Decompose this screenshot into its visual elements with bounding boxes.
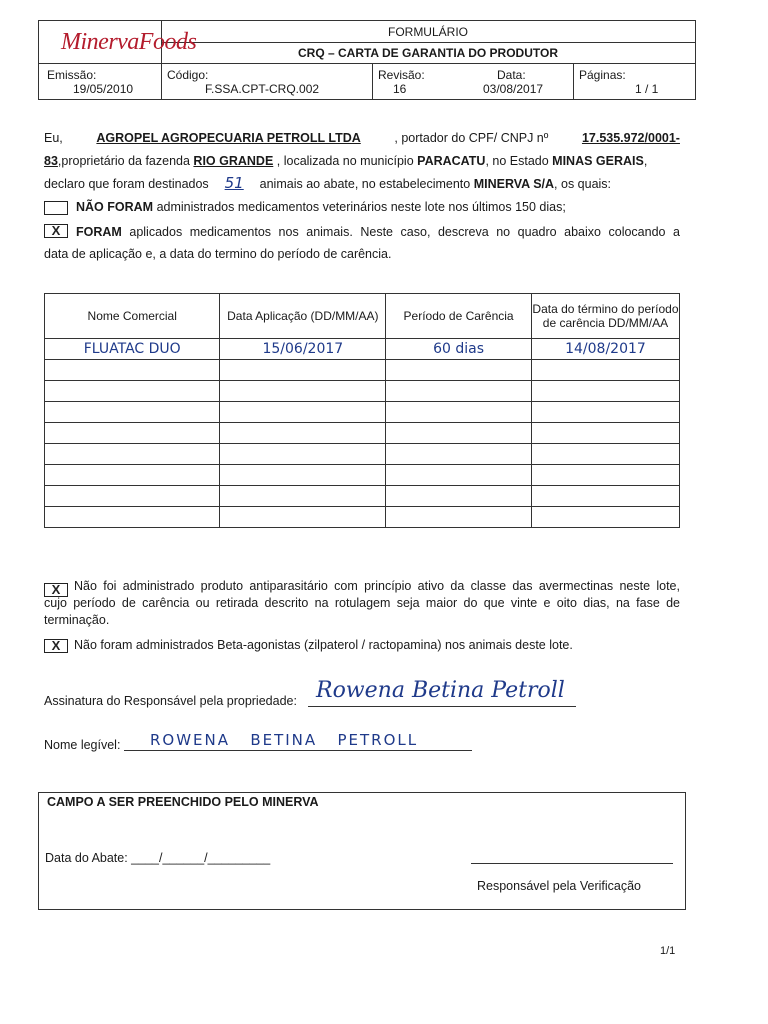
table-row [45,507,680,528]
form-title: CRQ – CARTA DE GARANTIA DO PRODUTOR [297,46,558,60]
emissao-value: 19/05/2010 [73,82,134,96]
cnpj-part-1: 17.535.972/0001- [581,131,680,145]
farm-name: RIO GRANDE [193,154,274,168]
declaration-line-1: Eu, AGROPEL AGROPECUARIA PETROLL LTDA , portador do CPF/ CNPJ nº 17.535.972/0001- [44,128,680,149]
avermectinas-line-3: terminação. [44,613,110,627]
data-value: 03/08/2017 [483,82,544,96]
data-label: Data: [497,68,526,82]
table-cell[interactable]: 60 dias [386,339,532,360]
table-cell[interactable]: FLUATAC DUO [45,339,220,360]
table-cell[interactable] [45,444,220,465]
table-cell[interactable] [386,423,532,444]
table-header-row [45,294,680,339]
beta-agonistas-checkbox[interactable]: X [44,639,68,653]
verificacao-label: Responsável pela Verificação [477,879,641,893]
table-cell[interactable] [531,507,679,528]
table-cell[interactable] [531,402,679,423]
verificacao-line[interactable] [471,863,673,864]
codigo-value: F.SSA.CPT-CRQ.002 [205,82,320,96]
minerva-box-title: CAMPO A SER PREENCHIDO PELO MINERVA [47,795,319,809]
table-cell[interactable] [220,486,386,507]
table-cell[interactable] [45,486,220,507]
table-cell[interactable] [45,465,220,486]
table-cell[interactable] [45,381,220,402]
table-row [45,486,680,507]
page-number: 1/1 [660,945,676,957]
table-cell[interactable] [220,465,386,486]
city-name: PARACATU [417,154,486,168]
table-cell[interactable] [220,507,386,528]
table-cell[interactable] [220,381,386,402]
table-row [45,423,680,444]
foram-text-line-2: data de aplicação e, a data do termino do período de carência. [44,247,392,261]
table-cell[interactable] [220,402,386,423]
avermectinas-line-2: cujo período de carência ou retirada descrito na rotulagem seja maior do que vinte e oito dias, na fase de [44,596,680,610]
table-cell[interactable] [531,444,679,465]
nao-foram-text: NÃO FORAM administrados medicamentos veterinários neste lote nos últimos 150 dias; [76,200,566,214]
table-cell[interactable] [45,402,220,423]
paginas-value: 1 / 1 [635,82,659,96]
table-row [45,465,680,486]
table-row [45,444,680,465]
nao-foram-checkbox[interactable] [44,201,68,215]
table-row [45,402,680,423]
table-cell[interactable] [220,360,386,381]
medication-table [44,293,680,528]
table-cell[interactable] [220,423,386,444]
table-cell[interactable] [386,381,532,402]
emissao-label: Emissão: [47,68,97,82]
table-row [45,339,680,360]
signature-label: Assinatura do Responsável pela propriedade: [44,694,297,708]
table-row [45,381,680,402]
table-cell[interactable] [531,465,679,486]
beta-agonistas-text: Não foram administrados Beta-agonistas (zilpaterol / ractopamina) nos animais deste lote. [74,638,573,652]
data-abate-field[interactable]: Data do Abate: ____/______/_________ [45,851,271,865]
company-name: AGROPEL AGROPECUARIA PETROLL LTDA [96,131,361,145]
minerva-box [38,792,686,910]
animals-count: 51 [224,174,244,192]
cnpj-part-2: 83 [44,154,58,168]
signature-handwritten: Rowena Betina Petroll [316,678,565,703]
legible-name-label: Nome legível: [44,738,121,752]
table-cell[interactable] [45,360,220,381]
table-cell[interactable]: 14/08/2017 [531,339,679,360]
table-cell[interactable] [220,444,386,465]
col-header-nome: Nome Comercial [45,294,220,339]
col-header-data-aplicacao: Data Aplicação (DD/MM/AA) [220,294,386,339]
table-row [45,360,680,381]
table-cell[interactable] [531,381,679,402]
foram-text-line-1: FORAM aplicados medicamentos nos animais. Neste caso, descreva no quadro abaixo colocando a [76,225,680,239]
revisao-label: Revisão: [378,68,425,82]
table-cell[interactable] [45,507,220,528]
avermectinas-checkbox[interactable]: X [44,583,68,597]
legible-name-line [124,750,472,751]
col-header-data-termino: Data do término do período de carência DD/MM/AA [531,294,679,339]
table-cell[interactable] [386,402,532,423]
table-cell[interactable] [531,423,679,444]
table-cell[interactable] [531,486,679,507]
paginas-label: Páginas: [579,68,626,82]
table-cell[interactable] [386,507,532,528]
avermectinas-line-1: Não foi administrado produto antiparasitário com princípio ativo da classe das avermectinas neste lote, [74,579,680,593]
revisao-value: 16 [393,82,407,96]
table-cell[interactable]: 15/06/2017 [220,339,386,360]
table-cell[interactable] [386,444,532,465]
codigo-label: Código: [167,68,209,82]
declaration-line-2: 83,proprietário da fazenda RIO GRANDE , localizada no município PARACATU, no Estado MINAS GERAIS, [44,154,648,168]
table-cell[interactable] [386,360,532,381]
table-cell[interactable] [45,423,220,444]
form-type: FORMULÁRIO [387,25,468,39]
declaration-line-3: declaro que foram destinados 51 animais ao abate, no estabelecimento MINERVA S/A, os quais: [44,174,612,192]
legible-name-value: ROWENA BETINA PETROLL [150,731,419,749]
col-header-periodo: Período de Carência [386,294,532,339]
establishment-name: MINERVA S/A [473,177,555,191]
signature-line [308,706,576,707]
table-cell[interactable] [531,360,679,381]
foram-checkbox[interactable]: X [44,224,68,238]
minerva-foods-logo: MinervaFoods [61,29,197,55]
form-header [38,20,696,100]
table-cell[interactable] [386,486,532,507]
state-name: MINAS GERAIS [552,154,644,168]
table-cell[interactable] [386,465,532,486]
